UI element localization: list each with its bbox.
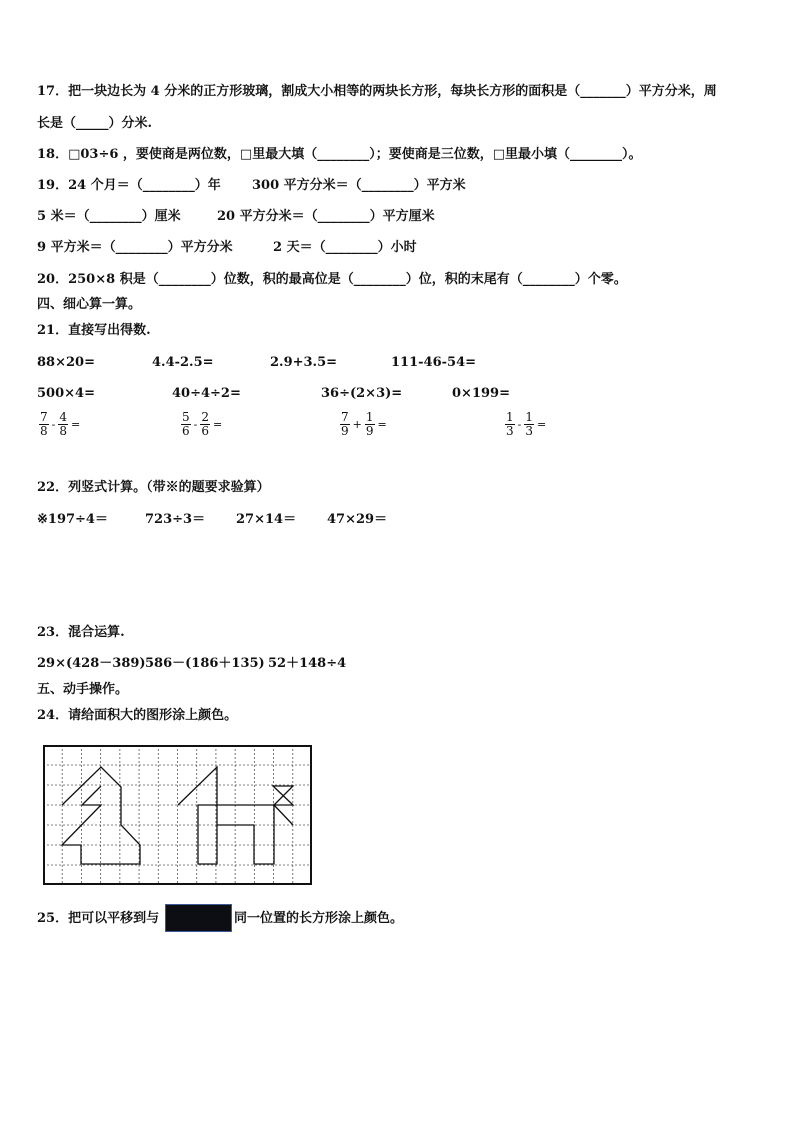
q21-r1-c3: 2.9+3.5= (270, 355, 338, 370)
q17-line1: 17．把一块边长为 4 分米的正方形玻璃，割成大小相等的两块长方形，每块长方形的面积是（_______）平方分米，周 (37, 84, 717, 99)
q25-text-before: 25．把可以平移到与 (37, 911, 160, 926)
q23-item-1: 29×(428－389) (37, 656, 146, 671)
q21-r2-c2: 40÷4÷2= (172, 386, 241, 401)
q21-r1-c2: 4.4-2.5= (152, 355, 214, 370)
q19-d: 20 平方分米＝（________）平方厘米 (217, 209, 435, 224)
q23-title: 23．混合运算. (37, 625, 125, 640)
q21-r2-c1: 500×4= (37, 386, 95, 401)
q20: 20．250×8 积是（________）位数，积的最高位是（________）位，积的末尾有（________）个零。 (37, 272, 627, 287)
q22-title: 22．列竖式计算。（带※的题要求验算） (37, 480, 270, 495)
q19-a: 19．24 个月＝（________）年 (37, 178, 221, 193)
q21-r2-c4: 0×199= (452, 386, 510, 401)
section-5-heading: 五、动手操作。 (37, 682, 129, 697)
grid-svg (43, 745, 312, 885)
q19-c: 5 米＝（________）厘米 (37, 209, 181, 224)
q23-item-2: 586－(186＋135) (145, 656, 265, 671)
q25-text-after: 同一位置的长方形涂上颜色。 (234, 911, 404, 926)
q18: 18．□03÷6 ，要使商是两位数，□里最大填（________）；要使商是三位数，□里最小填（________）。 (37, 147, 642, 162)
q19-b: 300 平方分米＝（________）平方米 (252, 178, 466, 193)
q21-fraction-3: 7 9 + $\frac{1}{9}$ = (341, 410, 387, 438)
q19-e: 9 平方米＝（________）平方分米 (37, 240, 233, 255)
q21-r1-c1: 88×20= (37, 355, 95, 370)
target-rectangle (165, 904, 232, 932)
q21-fraction-2: 5 6 - $\frac{2}{6}$ = (182, 410, 223, 438)
q22-item-4: 47×29＝ (327, 512, 388, 527)
q21-title: 21．直接写出得数. (37, 323, 151, 338)
q19-f: 2 天＝（________）小时 (273, 240, 417, 255)
q17-line2: 长是（_____）分米. (37, 116, 153, 131)
shape-grid-figure (43, 745, 312, 885)
q22-item-1: ※197÷4＝ (37, 512, 108, 527)
q21-r2-c3: 36÷(2×3)= (321, 386, 403, 401)
q21-r1-c4: 111-46-54= (391, 355, 477, 370)
q21-fraction-1: 7 8 - $\frac{4}{8}$ = (40, 410, 81, 438)
section-4-heading: 四、细心算一算。 (37, 297, 142, 312)
q23-item-3: 52＋148÷4 (268, 656, 347, 671)
q24-title: 24．请给面积大的图形涂上颜色。 (37, 708, 238, 723)
q22-item-2: 723÷3＝ (145, 512, 206, 527)
q21-fraction-4: 1 3 - $\frac{1}{3}$ = (506, 410, 547, 438)
q22-item-3: 27×14＝ (236, 512, 297, 527)
